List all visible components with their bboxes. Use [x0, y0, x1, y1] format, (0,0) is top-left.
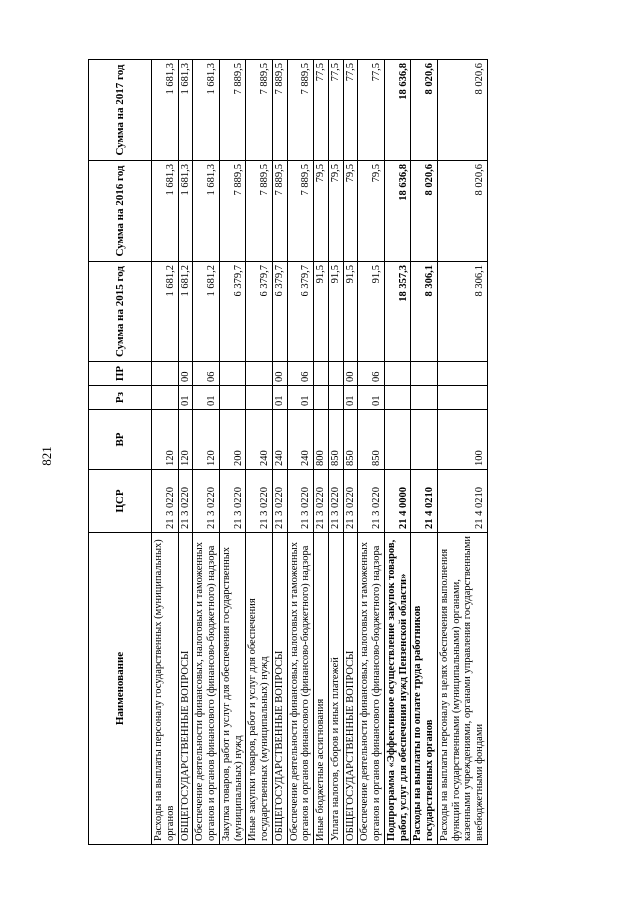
cell-sum-2016: 79,5 [328, 161, 343, 262]
cell-sum-2017: 8 020,6 [411, 60, 438, 161]
cell-sum-2015: 1 681,2 [152, 262, 179, 362]
cell-pr: 00 [343, 362, 358, 386]
cell-sum-2017: 7 889,5 [287, 60, 314, 161]
cell-sum-2016: 8 020,6 [411, 161, 438, 262]
cell-sum-2015: 6 379,7 [246, 262, 273, 362]
cell-sum-2015: 8 306,1 [437, 262, 487, 362]
cell-sum-2015: 91,5 [343, 262, 358, 362]
cell-sum-2016: 7 889,5 [246, 161, 273, 262]
cell-rz: 01 [272, 386, 287, 410]
cell-pr [246, 362, 273, 386]
cell-vr [411, 410, 438, 470]
cell-csr: 21 4 0210 [437, 470, 487, 533]
table-row [343, 60, 358, 845]
cell-name: Иные закупки товаров, работ и услуг для обеспечения государственных (муниципальных) нужд [246, 533, 273, 845]
cell-pr [219, 362, 246, 386]
cell-name: ОБЩЕГОСУДАРСТВЕННЫЕ ВОПРОСЫ [272, 533, 287, 845]
cell-rz [219, 386, 246, 410]
cell-vr: 120 [178, 410, 193, 470]
cell-pr [437, 362, 487, 386]
cell-pr [152, 362, 179, 386]
cell-vr: 120 [193, 410, 220, 470]
table-row [246, 60, 273, 845]
header-rz: Рз [89, 386, 152, 410]
cell-csr: 21 3 0220 [178, 470, 193, 533]
table-row [287, 60, 314, 845]
cell-sum-2017: 77,5 [314, 60, 329, 161]
cell-pr: 00 [178, 362, 193, 386]
cell-vr: 240 [246, 410, 273, 470]
cell-sum-2016: 1 681,3 [152, 161, 179, 262]
cell-sum-2015: 1 681,2 [178, 262, 193, 362]
table-row [178, 60, 193, 845]
table-row [384, 60, 411, 845]
cell-sum-2017: 77,5 [343, 60, 358, 161]
cell-sum-2016: 7 889,5 [287, 161, 314, 262]
cell-rz [314, 386, 329, 410]
cell-csr: 21 3 0220 [343, 470, 358, 533]
cell-rz: 01 [287, 386, 314, 410]
cell-sum-2017: 7 889,5 [219, 60, 246, 161]
cell-rz: 01 [178, 386, 193, 410]
table-row [437, 60, 487, 845]
cell-rz [384, 386, 411, 410]
cell-sum-2015: 91,5 [358, 262, 385, 362]
cell-sum-2017: 1 681,3 [193, 60, 220, 161]
cell-csr: 21 3 0220 [246, 470, 273, 533]
budget-table [88, 59, 488, 845]
header-sum-2015: Сумма на 2015 год [89, 262, 152, 362]
table-row [272, 60, 287, 845]
cell-vr: 240 [287, 410, 314, 470]
cell-csr: 21 3 0220 [358, 470, 385, 533]
page-number: 821 [39, 446, 54, 466]
cell-csr: 21 4 0210 [411, 470, 438, 533]
header-vr: ВР [89, 410, 152, 470]
cell-pr: 06 [358, 362, 385, 386]
cell-sum-2016: 8 020,6 [437, 161, 487, 262]
cell-sum-2017: 7 889,5 [246, 60, 273, 161]
cell-sum-2015: 6 379,7 [272, 262, 287, 362]
cell-pr: 06 [193, 362, 220, 386]
table-body [152, 60, 488, 845]
cell-csr: 21 4 0000 [384, 470, 411, 533]
cell-name: Обеспечение деятельности финансовых, налоговых и таможенных органов и органов финансового (финансово-бюджетного) надзора [358, 533, 385, 845]
cell-csr: 21 3 0220 [314, 470, 329, 533]
cell-pr: 00 [272, 362, 287, 386]
header-pr: ПР [89, 362, 152, 386]
cell-sum-2016: 7 889,5 [272, 161, 287, 262]
table-row [411, 60, 438, 845]
cell-sum-2016: 7 889,5 [219, 161, 246, 262]
cell-sum-2017: 7 889,5 [272, 60, 287, 161]
cell-name: Уплата налогов, сборов и иных платежей [328, 533, 343, 845]
cell-pr [411, 362, 438, 386]
table-row [152, 60, 179, 845]
cell-vr: 120 [152, 410, 179, 470]
cell-sum-2017: 18 636,8 [384, 60, 411, 161]
cell-name: Обеспечение деятельности финансовых, налоговых и таможенных органов и органов финансового (финансово-бюджетного) надзора [193, 533, 220, 845]
cell-name: ОБЩЕГОСУДАРСТВЕННЫЕ ВОПРОСЫ [178, 533, 193, 845]
cell-rz: 01 [343, 386, 358, 410]
cell-sum-2015: 18 357,3 [384, 262, 411, 362]
cell-vr: 800 [314, 410, 329, 470]
cell-sum-2017: 77,5 [328, 60, 343, 161]
cell-rz [411, 386, 438, 410]
cell-csr: 21 3 0220 [328, 470, 343, 533]
cell-sum-2015: 1 681,2 [193, 262, 220, 362]
header-sum-2017: Сумма на 2017 год [89, 60, 152, 161]
header-sum-2016: Сумма на 2016 год [89, 161, 152, 262]
cell-vr: 200 [219, 410, 246, 470]
cell-rz [152, 386, 179, 410]
cell-sum-2017: 77,5 [358, 60, 385, 161]
cell-name: Закупка товаров, работ и услуг для обеспечения государственных (муниципальных) нужд [219, 533, 246, 845]
table-row [328, 60, 343, 845]
cell-sum-2017: 8 020,6 [437, 60, 487, 161]
cell-rz: 01 [358, 386, 385, 410]
cell-name: Расходы на выплаты по оплате труда работников государственных органов [411, 533, 438, 845]
cell-vr: 240 [272, 410, 287, 470]
cell-vr [384, 410, 411, 470]
cell-sum-2015: 6 379,7 [287, 262, 314, 362]
cell-sum-2017: 1 681,3 [152, 60, 179, 161]
cell-vr: 850 [328, 410, 343, 470]
cell-sum-2016: 79,5 [358, 161, 385, 262]
cell-vr: 850 [358, 410, 385, 470]
table-row [219, 60, 246, 845]
cell-sum-2016: 18 636,8 [384, 161, 411, 262]
cell-sum-2016: 79,5 [314, 161, 329, 262]
table-row [358, 60, 385, 845]
header-csr: ЦСР [89, 470, 152, 533]
cell-pr [328, 362, 343, 386]
cell-rz [328, 386, 343, 410]
cell-sum-2015: 8 306,1 [411, 262, 438, 362]
cell-name: ОБЩЕГОСУДАРСТВЕННЫЕ ВОПРОСЫ [343, 533, 358, 845]
cell-pr [314, 362, 329, 386]
cell-pr: 06 [287, 362, 314, 386]
cell-vr: 850 [343, 410, 358, 470]
cell-csr: 21 3 0220 [219, 470, 246, 533]
table-header-row [89, 60, 152, 845]
cell-name: Расходы на выплаты персоналу государственных (муниципальных) органов [152, 533, 179, 845]
cell-name: Подпрограмма «Эффективное осуществление закупок товаров, работ, услуг для обеспечения нужд Пензенской области» [384, 533, 411, 845]
cell-sum-2016: 79,5 [343, 161, 358, 262]
header-name: Наименование [89, 533, 152, 845]
cell-name: Обеспечение деятельности финансовых, налоговых и таможенных органов и органов финансового (финансово-бюджетного) надзора [287, 533, 314, 845]
cell-sum-2015: 91,5 [328, 262, 343, 362]
rotated-table-container [88, 60, 563, 845]
cell-name: Расходы на выплаты персоналу в целях обеспечения выполнения функций государственными (муниципальными) органами, казенными учреждениями, органами управления государственными внебюджетными фондами [437, 533, 487, 845]
cell-sum-2015: 6 379,7 [219, 262, 246, 362]
cell-rz [437, 386, 487, 410]
cell-csr: 21 3 0220 [287, 470, 314, 533]
table-row [193, 60, 220, 845]
cell-rz [246, 386, 273, 410]
cell-sum-2015: 91,5 [314, 262, 329, 362]
cell-csr: 21 3 0220 [272, 470, 287, 533]
cell-sum-2017: 1 681,3 [178, 60, 193, 161]
table-row [314, 60, 329, 845]
cell-rz: 01 [193, 386, 220, 410]
cell-name: Иные бюджетные ассигнования [314, 533, 329, 845]
cell-pr [384, 362, 411, 386]
cell-sum-2016: 1 681,3 [178, 161, 193, 262]
cell-csr: 21 3 0220 [193, 470, 220, 533]
cell-sum-2016: 1 681,3 [193, 161, 220, 262]
cell-csr: 21 3 0220 [152, 470, 179, 533]
cell-vr: 100 [437, 410, 487, 470]
